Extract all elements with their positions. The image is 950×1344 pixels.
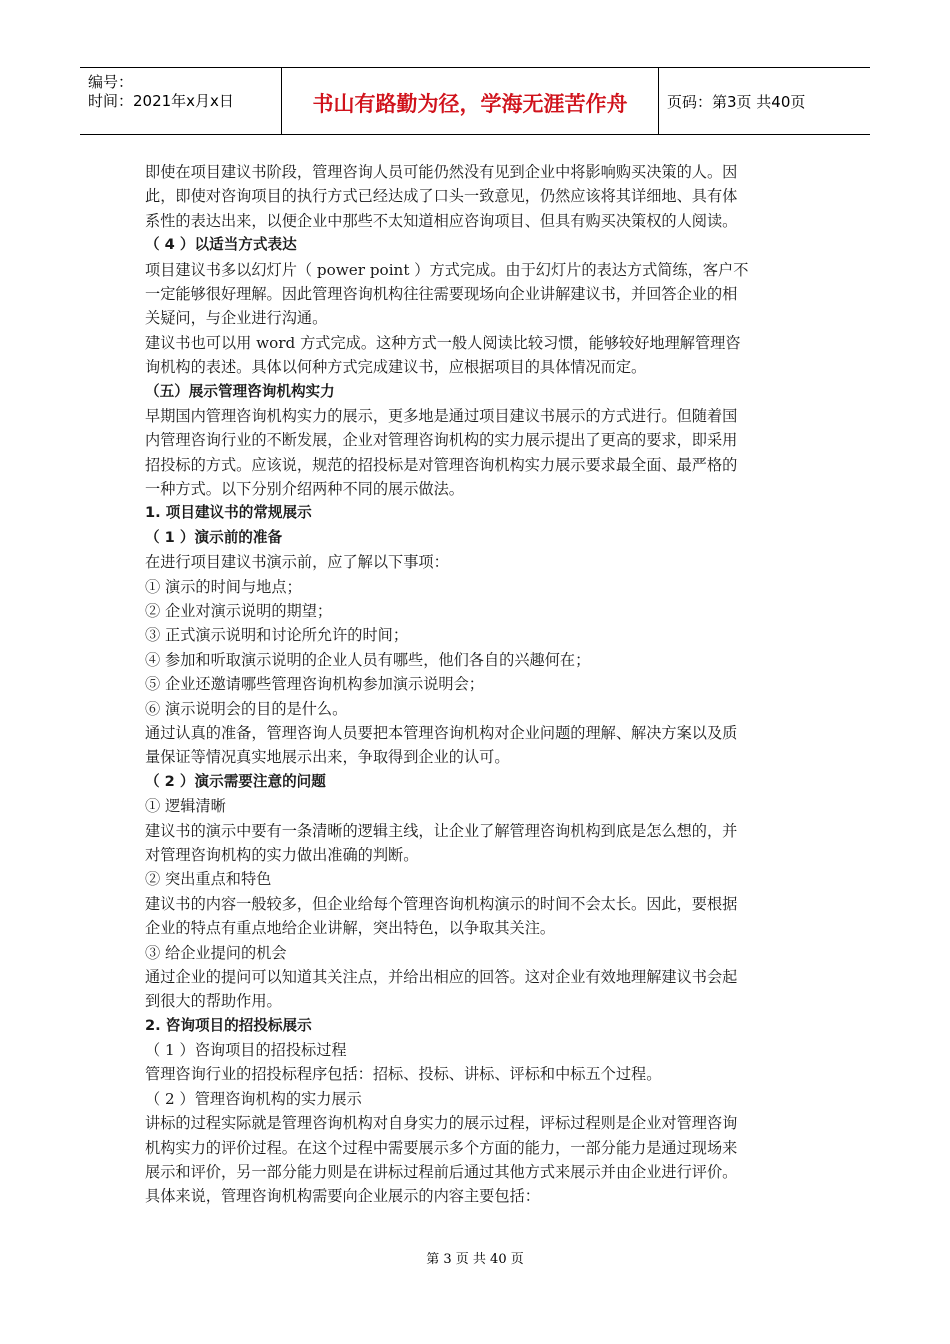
body-text-line: ② 突出重点和特色 — [145, 870, 272, 889]
body-text-line: ③ 给企业提问的机会 — [145, 943, 287, 962]
body-text-line: 一定能够很好理解。因此管理咨询机构往往需要现场向企业讲解建议书，并回答企业的相 — [145, 284, 738, 303]
body-text-line: 量保证等情况真实地展示出来，争取得到企业的认可。 — [145, 748, 510, 767]
header-meta — [80, 68, 282, 134]
body-text-line: 项目建议书多以幻灯片（ power point ）方式完成。由于幻灯片的表达方式简练，客户不 — [145, 260, 749, 279]
page-header — [80, 67, 870, 135]
body-text-line: 机构实力的评价过程。在这个过程中需要展示多个方面的能力，一部分能力是通过现场来 — [145, 1138, 738, 1157]
section-heading: 2. 咨询项目的招投标展示 — [145, 1016, 312, 1034]
body-text-line: ④ 参加和听取演示说明的企业人员有哪些，他们各自的兴趣何在； — [145, 650, 591, 669]
section-heading: （ 4 ）以适当方式表达 — [145, 236, 297, 254]
document-body — [145, 160, 805, 1209]
body-text-line: 企业的特点有重点地给企业讲解，突出特色，以争取其关注。 — [145, 919, 556, 938]
section-heading: （ 2 ）演示需要注意的问题 — [145, 772, 326, 790]
body-text-line: 到很大的帮助作用。 — [145, 992, 282, 1011]
section-heading: 1. 项目建议书的常规展示 — [145, 504, 312, 522]
header-motto: 书山有路勤为径，学海无涯苦作舟 — [312, 92, 628, 116]
body-text-line: ⑥ 演示说明会的目的是什么。 — [145, 699, 348, 718]
body-text-line: ① 演示的时间与地点； — [145, 577, 302, 596]
body-text-line: 内管理咨询行业的不断发展，企业对管理咨询机构的实力展示提出了更高的要求，即采用 — [145, 431, 738, 450]
body-text-line: 对管理咨询机构的实力做出准确的判断。 — [145, 845, 419, 864]
body-text-line: 建议书也可以用 word 方式完成。这种方式一般人阅读比较习惯，能够较好地理解管理咨 — [145, 333, 741, 352]
page-footer: 第 3 页 共 40 页 — [426, 1252, 524, 1267]
body-text-line: 一种方式。以下分别介绍两种不同的展示做法。 — [145, 480, 464, 499]
body-text-line: 讲标的过程实际就是管理咨询机构对自身实力的展示过程，评标过程则是企业对管理咨询 — [145, 1114, 738, 1133]
body-text-line: 招投标的方式。应该说，规范的招投标是对管理咨询机构实力展示要求最全面、最严格的 — [145, 455, 738, 474]
body-text-line: 展示和评价，另一部分能力则是在讲标过程前后通过其他方式来展示并由企业进行评价。 — [145, 1163, 738, 1182]
body-text-line: ③ 正式演示说明和讨论所允许的时间； — [145, 626, 409, 645]
body-text-line: 具体来说，管理咨询机构需要向企业展示的内容主要包括： — [145, 1187, 540, 1206]
body-text-line: ① 逻辑清晰 — [145, 797, 226, 816]
body-text-line: 即使在项目建议书阶段，管理咨询人员可能仍然没有见到企业中将影响购买决策的人。因 — [145, 163, 738, 181]
body-text-line: 建议书的内容一般较多，但企业给每个管理咨询机构演示的时间不会太长。因此，要根据 — [145, 894, 738, 913]
body-text-line: 通过认真的准备，管理咨询人员要把本管理咨询机构对企业问题的理解、解决方案以及质 — [145, 723, 738, 742]
body-text-line: 关疑问，与企业进行沟通。 — [145, 309, 328, 328]
section-heading: （五）展示管理咨询机构实力 — [145, 382, 335, 400]
body-text-line: 在进行项目建议书演示前，应了解以下事项： — [145, 553, 449, 572]
document-time-label: 时间：2021年x月x日 — [88, 92, 234, 110]
body-text-line: 询机构的表述。具体以何种方式完成建议书，应根据项目的具体情况而定。 — [145, 358, 647, 377]
body-text-line: 管理咨询行业的招投标程序包括：招标、投标、讲标、评标和中标五个过程。 — [145, 1065, 662, 1084]
body-text-line: ⑤ 企业还邀请哪些管理咨询机构参加演示说明会； — [145, 675, 484, 694]
body-text-line: 建议书的演示中要有一条清晰的逻辑主线，让企业了解管理咨询机构到底是怎么想的，并 — [145, 821, 738, 840]
body-text-line: ② 企业对演示说明的期望； — [145, 602, 333, 621]
body-text-line: 此，即使对咨询项目的执行方式已经达成了口头一致意见，仍然应该将其详细地、具有体 — [145, 187, 738, 206]
body-text-line: 早期国内管理咨询机构实力的展示，更多地是通过项目建议书展示的方式进行。但随着国 — [145, 406, 738, 425]
section-heading: （ 1 ）演示前的准备 — [145, 528, 283, 546]
header-page-info: 页码：第3页 共40页 — [667, 92, 806, 111]
body-text-line: （ 2 ）管理咨询机构的实力展示 — [145, 1089, 362, 1108]
body-text-line: （ 1 ）咨询项目的招投标过程 — [145, 1041, 347, 1060]
document-number-label: 编号： — [88, 73, 134, 91]
body-text-line: 通过企业的提问可以知道其关注点，并给出相应的回答。这对企业有效地理解建议书会起 — [145, 967, 738, 986]
header-motto-cell — [282, 68, 659, 134]
body-text-line: 系性的表达出来，以便企业中那些不太知道相应咨询项目、但具有购买决策权的人阅读。 — [145, 211, 738, 230]
